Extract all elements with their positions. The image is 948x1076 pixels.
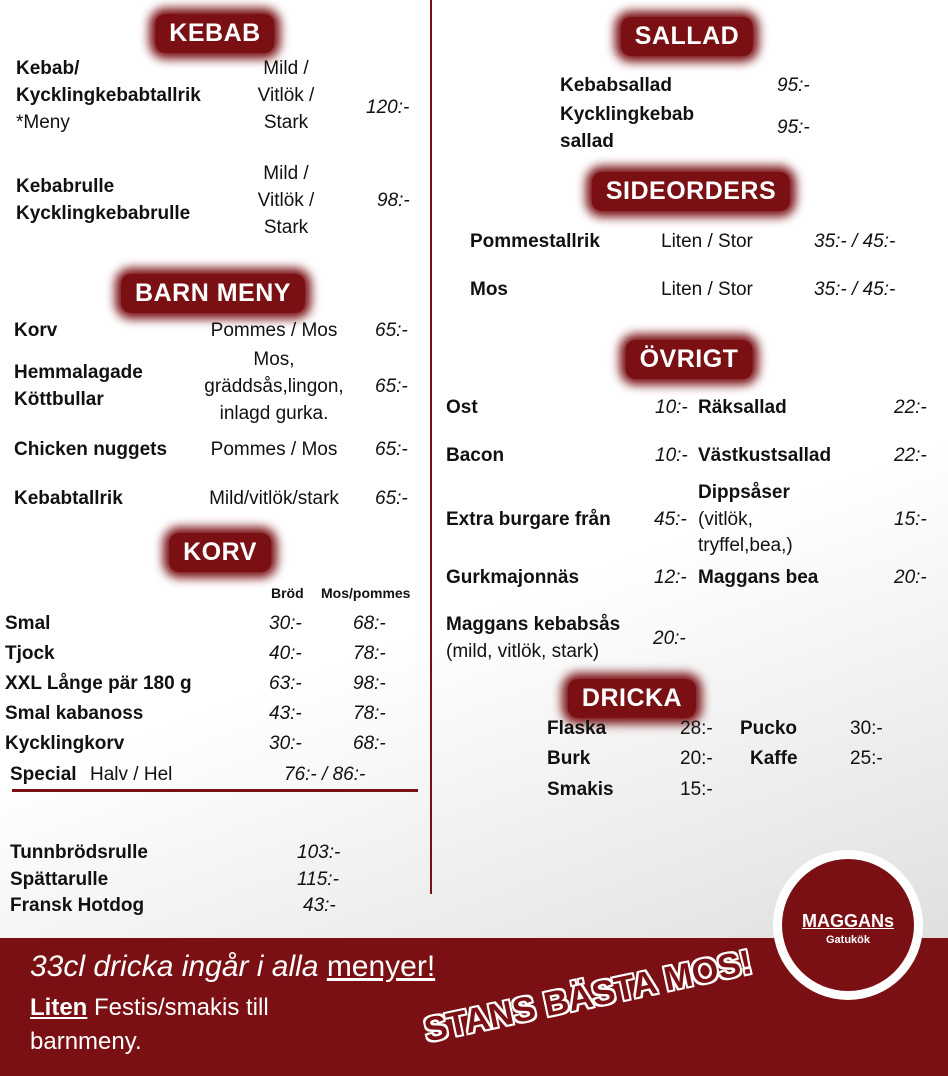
ovrigt-item-name: Dippsåser (698, 482, 790, 503)
sallad-item-name: sallad (560, 131, 614, 152)
barn-price: 65:- (375, 320, 408, 341)
ovrigt-item-detail: (vitlök, (698, 509, 753, 530)
korv-row-brod: 43:- (269, 703, 302, 724)
sallad-item-name: Kycklingkebab (560, 104, 695, 125)
sideorder-name: Pommestallrik (470, 231, 600, 252)
ovrigt-price: 12:- (654, 567, 687, 588)
korv-row-name: XXL Långe pär 180 g (5, 673, 192, 694)
ovrigt-header: ÖVRIGT (626, 340, 753, 379)
korv-row-brod: 30:- (269, 613, 302, 634)
kebab-option: Stark (263, 217, 309, 238)
korv-row-name: Smal (5, 613, 51, 634)
kebab-item-name: Kebab/ (16, 58, 80, 79)
ovrigt-item-name: Extra burgare från (446, 509, 611, 530)
kebab-option: Mild / (263, 58, 309, 79)
dricka-item-name: Burk (547, 748, 591, 769)
korv-row-brod: 40:- (269, 643, 302, 664)
barn-option: Pommes / Mos (210, 439, 338, 460)
logo-subtitle: Gatukök (825, 934, 870, 946)
ovrigt-price: 20:- (894, 567, 927, 588)
korv-divider (12, 789, 418, 792)
barn-price: 65:- (375, 376, 408, 397)
kebab-header: KEBAB (155, 14, 274, 53)
kebab-option: Vitlök / (257, 85, 315, 106)
footer-drink-note (30, 950, 435, 984)
ovrigt-item-name: Räksallad (698, 397, 787, 418)
ovrigt-item-name: Ost (446, 397, 478, 418)
dricka-price: 20:- (680, 748, 713, 769)
korv-extra-price: 103:- (297, 842, 341, 863)
korv-row-name: Kycklingkorv (5, 733, 125, 754)
barn-option: Mild/vitlök/stark (209, 488, 339, 509)
barn-item-name: Hemmalagade (14, 362, 143, 383)
korv-row-mos: 68:- (353, 613, 386, 634)
ovrigt-item-name: Maggans kebabsås (446, 614, 621, 635)
kebab-item-name: Kebabrulle (16, 176, 115, 197)
korv-special-name: Special (10, 764, 77, 785)
footer-kids-emphasis: Liten (30, 994, 88, 1021)
ovrigt-price: 22:- (894, 397, 927, 418)
barn-item-name: Korv (14, 320, 58, 341)
dricka-price: 28:- (680, 718, 713, 739)
ovrigt-item-name: Gurkmajonnäs (446, 567, 580, 588)
barn-price: 65:- (375, 439, 408, 460)
kebab-option: Mild / (263, 163, 309, 184)
dricka-header: DRICKA (568, 679, 696, 718)
barn-price: 65:- (375, 488, 408, 509)
sideorders-header: SIDEORDERS (592, 172, 790, 211)
dricka-item-name: Flaska (547, 718, 607, 739)
korv-row-mos: 78:- (353, 703, 386, 724)
barn-option: gräddsås,lingon, (204, 376, 344, 397)
ovrigt-price: 15:- (894, 509, 927, 530)
ovrigt-item-name: Bacon (446, 445, 505, 466)
korv-row-mos: 78:- (353, 643, 386, 664)
barn-item-name: Köttbullar (14, 389, 104, 410)
sallad-price: 95:- (777, 117, 810, 138)
sallad-item-name: Kebabsallad (560, 75, 672, 96)
korv-row-mos: 68:- (353, 733, 386, 754)
barn-option: Pommes / Mos (210, 320, 338, 341)
kebab-price: 98:- (377, 190, 410, 211)
sideorder-price: 35:- / 45:- (814, 279, 896, 300)
maggans-logo (773, 850, 923, 1000)
footer-drink-text: 33cl dricka ingår i alla (30, 950, 327, 983)
korv-row-brod: 63:- (269, 673, 302, 694)
kebab-item-name: Kycklingkebabrulle (16, 203, 191, 224)
kebab-item-note: *Meny (16, 112, 70, 133)
korv-col-brod: Bröd (271, 585, 304, 601)
korv-extra-name: Tunnbrödsrulle (10, 842, 148, 863)
sideorder-price: 35:- / 45:- (814, 231, 896, 252)
dricka-item-name: Kaffe (750, 748, 798, 769)
ovrigt-price: 20:- (653, 628, 686, 649)
footer-drink-emphasis: menyer! (326, 950, 436, 983)
dricka-item-name: Smakis (547, 779, 614, 800)
korv-row-name: Smal kabanoss (5, 703, 144, 724)
ovrigt-item-name: Maggans bea (698, 567, 819, 588)
barn-item-name: Kebabtallrik (14, 488, 123, 509)
sallad-header: SALLAD (621, 17, 753, 56)
barn-item-name: Chicken nuggets (14, 439, 168, 460)
barn-option: Mos, (253, 349, 295, 370)
korv-row-mos: 98:- (353, 673, 386, 694)
ovrigt-item-detail: tryffel,bea,) (698, 535, 793, 556)
dricka-price: 30:- (850, 718, 883, 739)
kebab-item-name: Kycklingkebabtallrik (16, 85, 201, 106)
sideorder-name: Mos (470, 279, 508, 300)
sideorder-option: Liten / Stor (661, 279, 753, 300)
barn-option: inlagd gurka. (219, 403, 329, 424)
korv-col-mos: Mos/pommes (321, 585, 411, 601)
korv-special-price: 76:- / 86:- (284, 764, 366, 785)
korv-special-option: Halv / Hel (90, 764, 173, 785)
barn-meny-header: BARN MENY (121, 274, 305, 313)
korv-header: KORV (169, 533, 271, 572)
dricka-price: 25:- (850, 748, 883, 769)
footer-kids-text-2: barnmeny. (30, 1028, 142, 1055)
ovrigt-item-detail: (mild, vitlök, stark) (446, 641, 600, 662)
ovrigt-item-name: Västkustsallad (698, 445, 832, 466)
sideorder-option: Liten / Stor (661, 231, 753, 252)
ovrigt-price: 22:- (894, 445, 927, 466)
footer-kids-text: Festis/smakis till (87, 994, 269, 1021)
korv-extra-name: Fransk Hotdog (10, 895, 145, 916)
korv-extra-name: Spättarulle (10, 869, 109, 890)
korv-extra-price: 43:- (303, 895, 336, 916)
best-mash-stamp: STANS BÄSTA MOS! (420, 943, 756, 1050)
sallad-price: 95:- (777, 75, 810, 96)
korv-row-name: Tjock (5, 643, 55, 664)
dricka-item-name: Pucko (740, 718, 798, 739)
ovrigt-price: 45:- (654, 509, 687, 530)
kebab-option: Stark (263, 112, 309, 133)
ovrigt-price: 10:- (655, 397, 688, 418)
kebab-price: 120:- (366, 97, 410, 118)
ovrigt-price: 10:- (655, 445, 688, 466)
column-divider (430, 0, 432, 894)
kebab-option: Vitlök / (257, 190, 315, 211)
korv-extra-price: 115:- (297, 869, 339, 890)
korv-row-brod: 30:- (269, 733, 302, 754)
logo-name: MAGGANs (801, 911, 894, 931)
footer-kids-note (30, 994, 269, 1022)
dricka-price: 15:- (680, 779, 713, 800)
